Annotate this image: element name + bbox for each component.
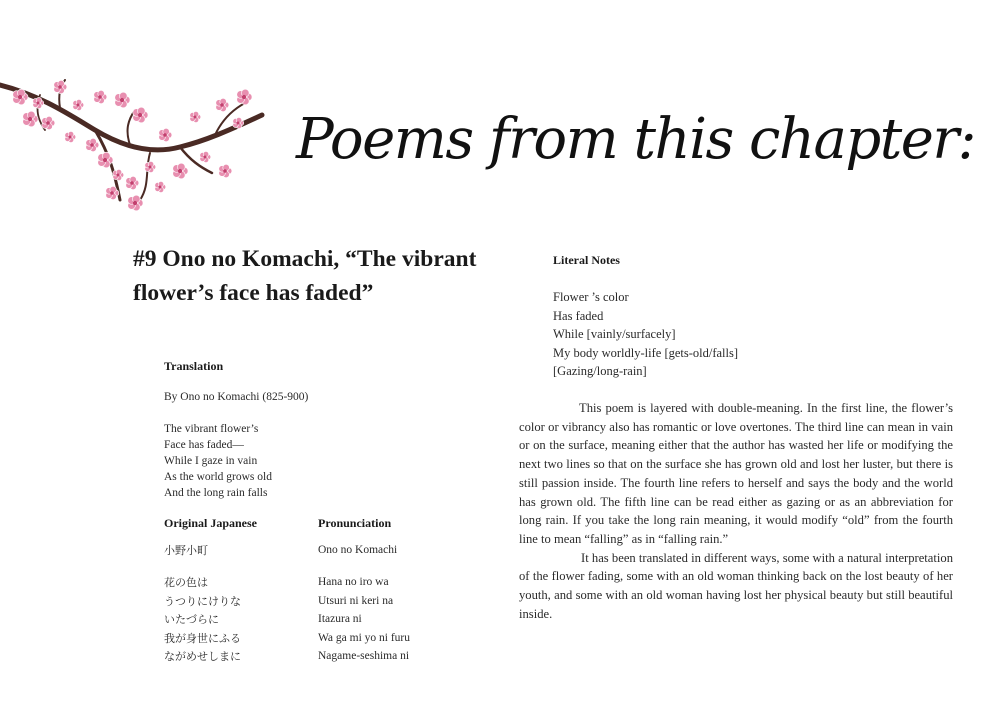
pronunciation-author: Ono no Komachi xyxy=(318,544,398,556)
literal-note-line: While [vainly/surfacely] xyxy=(553,327,676,341)
blossom-flower xyxy=(145,161,156,172)
blossom-flower xyxy=(54,80,67,93)
japanese-line: 花の色は xyxy=(164,576,208,589)
blossom-flower xyxy=(216,98,229,111)
japanese-line: うつりにけりな xyxy=(164,594,241,608)
pronunciation-lines xyxy=(318,573,410,666)
blossom-flower xyxy=(42,116,55,129)
original-japanese-lines xyxy=(164,574,241,667)
blossom-flower xyxy=(115,92,130,108)
blossom-flower xyxy=(219,164,232,177)
translation-line: And the long rain falls xyxy=(164,487,268,499)
blossom-flower xyxy=(65,131,76,142)
blossom-flower xyxy=(159,128,172,141)
literal-note-line: Has faded xyxy=(553,308,604,323)
translation-lines xyxy=(164,421,272,501)
commentary-paragraph: This poem is layered with double-meaning. In the first line, the flower’s color or vibrancy also has romantic or love overtones. The third line can mean in vain or on the surface, meaning either that the author has wasted her life or modifying the next two lines so that on the surface she has grown old and lost her luster, but there is still passion inside. The fourth line refers to herself and says the body and the world has grown old. The fifth line can be read either as gazing or as an abbreviation for long rain. If you take the long rain meaning, it would modify “old” from the fourth line to mean “falling” as in “falling rain.” xyxy=(519,401,953,546)
pronunciation-line: Itazura ni xyxy=(318,613,362,625)
literal-note-line: My body worldly-life [gets-old/falls] xyxy=(553,345,739,360)
blossom-flower xyxy=(23,111,38,127)
cherry-blossom-branch-illustration xyxy=(0,75,275,220)
blossom-flower xyxy=(233,117,244,128)
original-japanese-author: 小野小町 xyxy=(164,544,208,557)
blossom-flower xyxy=(113,169,124,180)
literal-note-line: Flower ’s color xyxy=(553,290,629,304)
original-japanese-label: Original Japanese xyxy=(164,516,258,530)
translation-line: The vibrant flower’s xyxy=(164,423,259,435)
pronunciation-line: Wa ga mi yo ni furu xyxy=(318,631,411,644)
translation-line: Face has faded— xyxy=(164,439,244,451)
blossom-flower xyxy=(173,163,188,179)
blossom-flower xyxy=(190,111,201,122)
pronunciation-line: Nagame-seshima ni xyxy=(318,650,410,662)
translation-line: While I gaze in vain xyxy=(164,455,258,467)
translation-byline: By Ono no Komachi (825-900) xyxy=(164,391,309,403)
pronunciation-line: Hana no iro wa xyxy=(318,576,389,588)
blossom-flower xyxy=(86,138,99,151)
commentary xyxy=(519,399,953,623)
literal-note-line: [Gazing/long-rain] xyxy=(553,364,647,378)
blossom-flower xyxy=(73,99,84,110)
japanese-line: いたづらに xyxy=(164,613,219,626)
commentary-paragraph: It has been translated in different ways, some with a natural interpretation of the flower fading, some with an old woman thinking back on the lost beauty of her youth, and some with an old woman having lost her physical beauty but still beautiful inside. xyxy=(519,550,953,621)
blossom-flower xyxy=(126,176,139,189)
japanese-line: ながめせしまに xyxy=(164,650,241,663)
literal-notes-label: Literal Notes xyxy=(553,253,620,267)
literal-notes-lines xyxy=(553,288,738,381)
poem-title: #9 Ono no Komachi, “The vibrant flower’s face has faded” xyxy=(133,246,477,306)
page-heading: Poems from this chapter: xyxy=(296,107,975,172)
japanese-line: 我が身世にふる xyxy=(164,631,241,645)
pronunciation-label: Pronunciation xyxy=(318,516,392,530)
pronunciation-line: Utsuri ni keri na xyxy=(318,594,394,607)
blossom-flower xyxy=(200,151,211,162)
blossom-flower xyxy=(237,89,252,105)
translation-label: Translation xyxy=(164,359,224,373)
blossom-flower xyxy=(155,181,166,192)
blossom-flower xyxy=(133,107,148,123)
translation-line: As the world grows old xyxy=(164,471,272,483)
blossom-flower xyxy=(94,90,107,103)
